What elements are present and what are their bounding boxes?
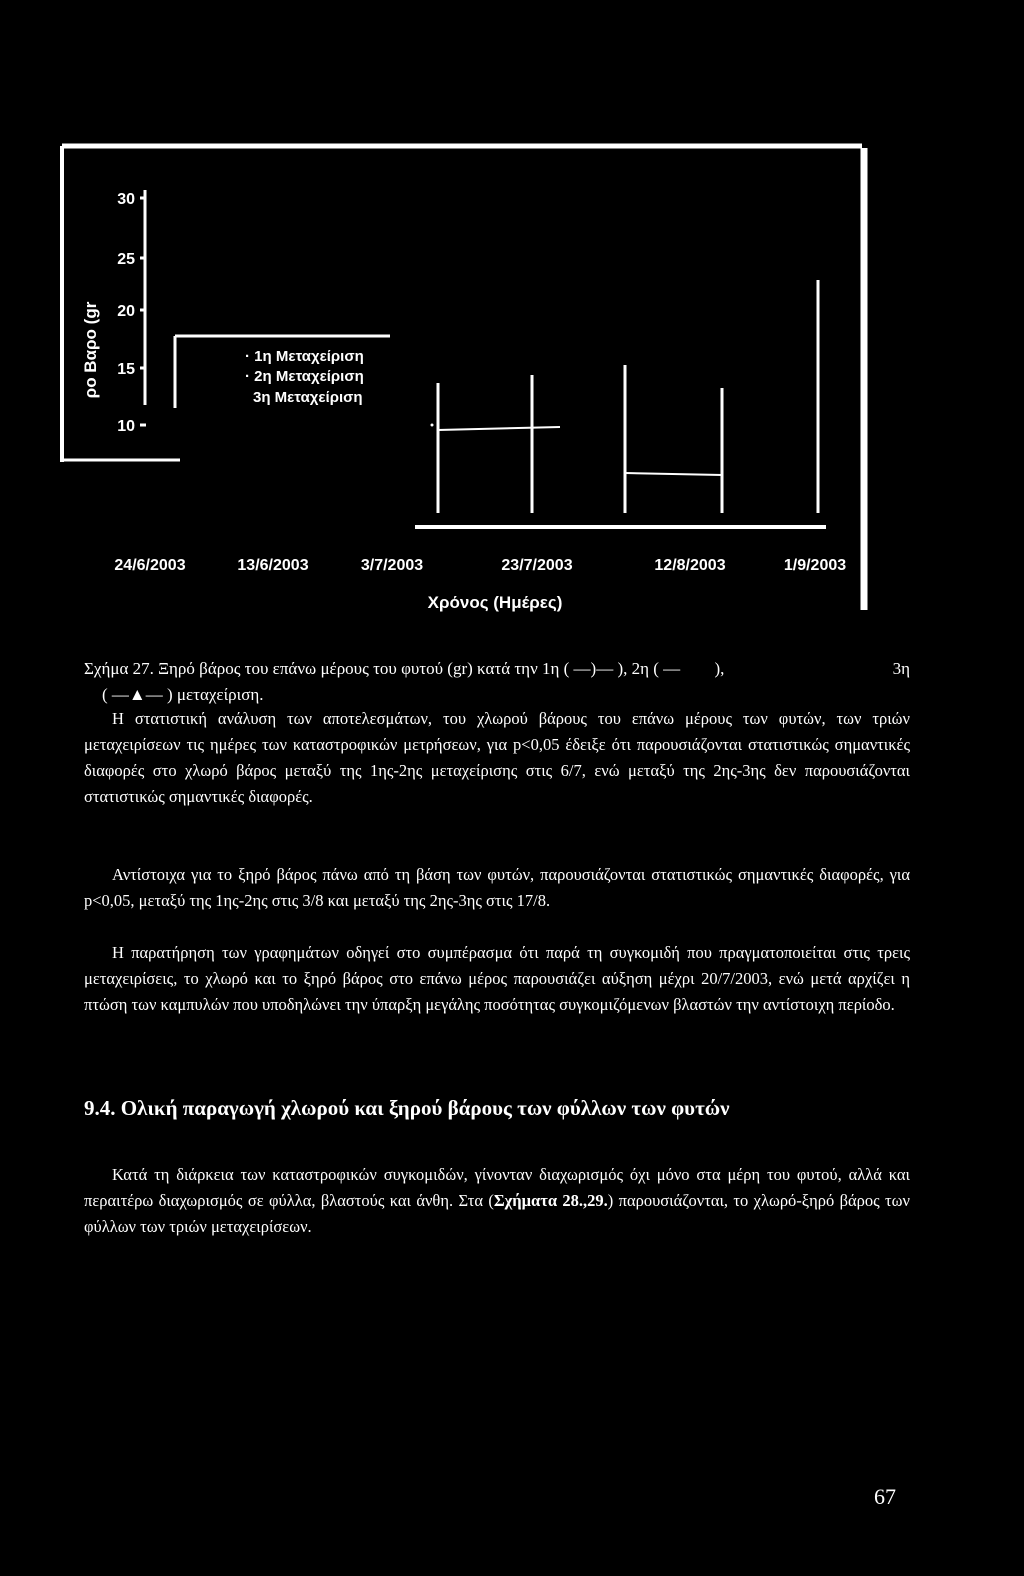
figure-caption — [84, 656, 910, 708]
legend-item-3: 3η Μεταχείριση — [253, 389, 363, 406]
y-tick-label: 15 — [117, 361, 135, 378]
y-tick-label: 30 — [117, 191, 135, 208]
figure-reference: Σχήματα 28.,29. — [493, 1191, 608, 1210]
paragraph-4-text: Κατά τη διάρκεια των καταστροφικών συγκομιδών, γίνονταν διαχωρισμός όχι μόνο στα μέρη του φυτού, αλλά και περαιτέρω διαχωρισμός σε φύλλα, βλαστούς και άνθη. Στα ( — [84, 1165, 910, 1210]
chart-svg — [60, 140, 880, 620]
caption-end: 3η — [892, 659, 910, 678]
caption-label: Σχήμα 27. — [84, 659, 154, 678]
paragraph-2: Αντίστοιχα για το ξηρό βάρος πάνω από τη βάση των φυτών, παρουσιάζονται στατιστικώς σημαντικές διαφορές, για p<0,05, μεταξύ της 1ης-2ης στις 3/8 και μεταξύ της 2ης-3ης στις 17/8. — [84, 865, 910, 910]
paragraph-4 — [84, 1162, 910, 1240]
chart-figure — [60, 140, 880, 620]
paragraph-3: Η παρατήρηση των γραφημάτων οδηγεί στο συμπέρασμα ότι παρά τη συγκομιδή που πραγματοποιείται στις τρεις μεταχειρίσεις, το χλωρό και το ξηρό βάρος στο επάνω μέρος παρουσιάζει αύξηση μέχρι 20/7/2003, ενώ μετά αρχίζει η πτώση των καμπυλών που υποδηλώνει την ύπαρξη μεγάλης ποσότητας συγκομιζόμενων βλαστών την αντίστοιχη περίοδο. — [84, 943, 910, 1014]
y-tick-label: 10 — [117, 418, 135, 435]
caption-tail: ), — [714, 659, 725, 678]
x-tick-label: 3/7/2003 — [360, 557, 424, 574]
y-tick-label: 25 — [117, 251, 135, 268]
paragraph-1: Η στατιστική ανάλυση των αποτελεσμάτων, του χλωρού βάρους του επάνω μέρους των φυτών, των τριών μεταχειρίσεων τις ημέρες των καταστροφικών μετρήσεων, για p<0,05 έδειξε ότι παρουσιάζονται στατιστικώς σημαντικές διαφορές στο χλωρό βάρος μεταξύ της 1ης-2ης μεταχείρισης στις 6/7, ενώ μεταξύ της 2ης-3ης δεν παρουσιάζονται στατιστικώς σημαντικές διαφορές. — [84, 709, 910, 806]
x-tick-label: 1/9/2003 — [783, 557, 847, 574]
section-heading: 9.4. Ολική παραγωγή χλωρού και ξηρού βάρους των φύλλων των φυτών — [84, 1096, 730, 1120]
page-number: 67 — [874, 1484, 896, 1509]
chart-background — [60, 140, 880, 620]
caption-line-1 — [84, 656, 910, 682]
legend-item-1: · 1η Μεταχείριση — [245, 348, 364, 365]
x-tick-label: 13/6/2003 — [237, 557, 309, 574]
y-axis-label: ρο Βαρο (gr — [81, 301, 100, 399]
caption-text: Ξηρό βάρος του επάνω μέρους του φυτού (gr) κατά την 1η ( —)— ), 2η ( — — [158, 659, 681, 678]
data-point — [431, 424, 434, 427]
x-tick-label: 12/8/2003 — [654, 557, 726, 574]
paragraph-4-tail: ) παρουσιάζονται, το χλωρό-ξηρό βάρος των φύλλων των τριών μεταχειρίσεων. — [84, 1191, 910, 1236]
legend-item-2: · 2η Μεταχείριση — [245, 368, 364, 385]
x-tick-label: 23/7/2003 — [501, 557, 573, 574]
x-axis-label: Χρόνος (Ημέρες) — [427, 593, 563, 612]
caption-line-2: ( —▲— ) μεταχείριση. — [102, 685, 264, 704]
y-tick-label: 20 — [117, 303, 135, 320]
x-tick-label: 24/6/2003 — [114, 557, 186, 574]
